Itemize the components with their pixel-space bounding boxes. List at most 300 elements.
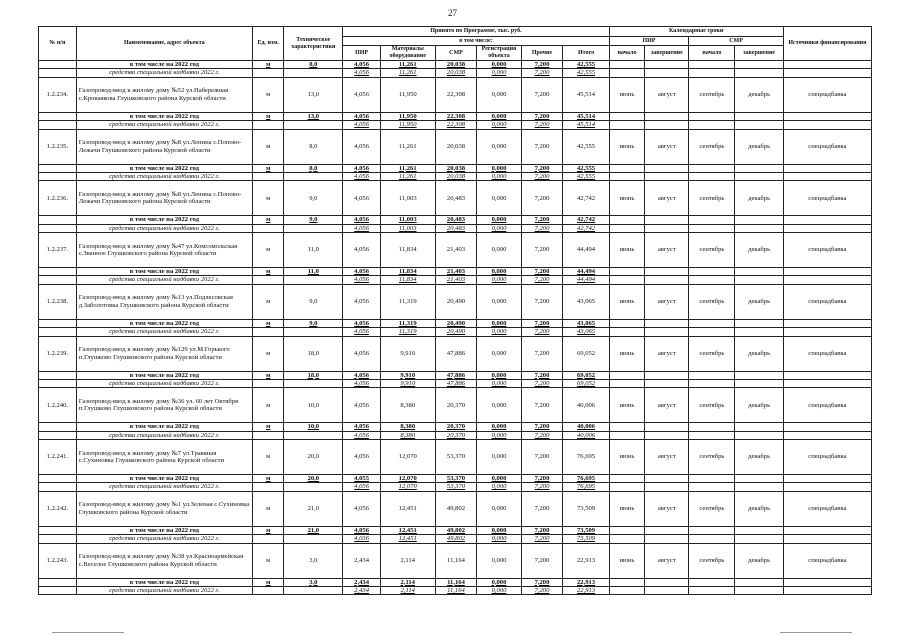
- registration-amount: 0,000: [477, 164, 521, 172]
- unit: м: [253, 61, 284, 69]
- unit: м: [253, 388, 284, 423]
- pir-amount: 4,056: [343, 483, 381, 491]
- tech-value: 9,0: [284, 181, 343, 216]
- smr-amount: 20,370: [435, 431, 477, 439]
- row-number: [39, 535, 77, 543]
- year-total-row: [39, 526, 872, 534]
- pir-start: [609, 164, 645, 172]
- pir-amount: 4,056: [343, 69, 381, 77]
- pir-start: [609, 578, 645, 586]
- pir-start: [609, 121, 645, 129]
- pir-end: [645, 276, 689, 284]
- special-funds-row: [39, 483, 872, 491]
- total-amount: 22,913: [563, 543, 609, 578]
- object-row: [39, 491, 872, 526]
- page-number: 27: [448, 8, 457, 18]
- object-name: средства специальной надбавки 2022 г.: [76, 224, 252, 232]
- smr-amount: 20,483: [435, 216, 477, 224]
- tech-value: 9,0: [284, 284, 343, 319]
- pir-amount: 2,434: [343, 586, 381, 594]
- materials-amount: 11,319: [380, 328, 435, 336]
- pir-amount: 4,056: [343, 526, 381, 534]
- smr-amount: 20,038: [435, 129, 477, 164]
- smr-end: декабрь: [735, 233, 783, 268]
- total-amount: 42,555: [563, 164, 609, 172]
- smr-start: сентябрь: [689, 388, 735, 423]
- smr-end: [735, 423, 783, 431]
- registration-amount: 0,000: [477, 69, 521, 77]
- year-total-row: [39, 164, 872, 172]
- tech-value: [284, 224, 343, 232]
- pir-end: август: [645, 77, 689, 112]
- materials-amount: 11,003: [380, 216, 435, 224]
- smr-amount: 53,370: [435, 475, 477, 483]
- pir-start: [609, 526, 645, 534]
- funding-source: [783, 328, 871, 336]
- pir-amount: 4,056: [343, 181, 381, 216]
- pir-start: [609, 61, 645, 69]
- other-amount: 7,200: [521, 164, 563, 172]
- row-number: [39, 431, 77, 439]
- total-amount: 42,555: [563, 61, 609, 69]
- row-number: [39, 276, 77, 284]
- smr-start: [689, 61, 735, 69]
- registration-amount: 0,000: [477, 431, 521, 439]
- materials-amount: 11,834: [380, 233, 435, 268]
- object-name: Газопровод-ввод к жилому дому №36 ул. 60 лет Октября п.Глушково Глушковского района Курской области: [76, 388, 252, 423]
- unit: м: [253, 216, 284, 224]
- tech-value: [284, 431, 343, 439]
- smr-start: [689, 276, 735, 284]
- funding-source: спецнадбавка: [783, 543, 871, 578]
- header-total: Итого: [563, 46, 609, 61]
- year-total-row: [39, 268, 872, 276]
- smr-amount: 53,370: [435, 440, 477, 475]
- object-name: Газопровод-ввод к жилому дому №7 ул.Травяная с.Сухиновка Глушковского района Курской области: [76, 440, 252, 475]
- row-number: [39, 328, 77, 336]
- pir-amount: 4,056: [343, 336, 381, 371]
- pir-end: [645, 423, 689, 431]
- smr-start: [689, 371, 735, 379]
- smr-amount: 49,802: [435, 526, 477, 534]
- funding-source: спецнадбавка: [783, 440, 871, 475]
- object-name: Газопровод-ввод к жилому дому №38 ул.Красноармейская с.Веселое Глушковского района Курской области: [76, 543, 252, 578]
- header-materials: Материалы оборудование: [380, 46, 435, 61]
- pir-end: [645, 112, 689, 120]
- funding-source: спецнадбавка: [783, 491, 871, 526]
- materials-amount: 2,114: [380, 578, 435, 586]
- special-funds-row: [39, 69, 872, 77]
- smr-amount: 22,308: [435, 77, 477, 112]
- smr-start: [689, 431, 735, 439]
- unit: м: [253, 491, 284, 526]
- object-name: Газопровод-ввод к жилому дому №1 ул.Зеленая с.Сухиновка Глушковского района Курской области: [76, 491, 252, 526]
- smr-end: [735, 483, 783, 491]
- pir-end: [645, 69, 689, 77]
- pir-start: [609, 379, 645, 387]
- row-number: 1.2.237.: [39, 233, 77, 268]
- registration-amount: 0,000: [477, 379, 521, 387]
- funding-source: спецнадбавка: [783, 388, 871, 423]
- materials-amount: 12,451: [380, 491, 435, 526]
- unit: [253, 121, 284, 129]
- tech-value: 21,0: [284, 491, 343, 526]
- pir-amount: 4,056: [343, 319, 381, 327]
- pir-amount: 4,055: [343, 475, 381, 483]
- header-cal-smr: СМР: [689, 37, 783, 46]
- row-number: [39, 526, 77, 534]
- unit: м: [253, 112, 284, 120]
- other-amount: 7,200: [521, 431, 563, 439]
- pir-end: август: [645, 284, 689, 319]
- object-row: [39, 388, 872, 423]
- registration-amount: 0,000: [477, 388, 521, 423]
- funding-source: [783, 371, 871, 379]
- smr-end: [735, 61, 783, 69]
- row-number: 1.2.241.: [39, 440, 77, 475]
- pir-start: [609, 112, 645, 120]
- funding-source: спецнадбавка: [783, 181, 871, 216]
- pir-start: [609, 431, 645, 439]
- materials-amount: 12,070: [380, 440, 435, 475]
- special-funds-row: [39, 276, 872, 284]
- smr-start: [689, 586, 735, 594]
- header-smr-start: начало: [689, 46, 735, 61]
- pir-amount: 4,056: [343, 371, 381, 379]
- smr-start: [689, 578, 735, 586]
- total-amount: 76,695: [563, 475, 609, 483]
- pir-amount: 4,056: [343, 388, 381, 423]
- registration-amount: 0,000: [477, 578, 521, 586]
- smr-start: сентябрь: [689, 181, 735, 216]
- smr-end: [735, 276, 783, 284]
- row-number: 1.2.234.: [39, 77, 77, 112]
- smr-end: [735, 578, 783, 586]
- row-number: [39, 61, 77, 69]
- tech-value: 11,0: [284, 233, 343, 268]
- header-registration: Регистрация объекта: [477, 46, 521, 61]
- unit: [253, 431, 284, 439]
- pir-start: июнь: [609, 181, 645, 216]
- smr-amount: 47,886: [435, 371, 477, 379]
- other-amount: 7,200: [521, 77, 563, 112]
- pir-amount: 4,056: [343, 77, 381, 112]
- funding-source: [783, 164, 871, 172]
- other-amount: 7,200: [521, 276, 563, 284]
- unit: м: [253, 578, 284, 586]
- unit: м: [253, 543, 284, 578]
- pir-end: [645, 526, 689, 534]
- pir-end: август: [645, 440, 689, 475]
- smr-start: сентябрь: [689, 440, 735, 475]
- pir-end: [645, 328, 689, 336]
- funding-source: спецнадбавка: [783, 77, 871, 112]
- row-number: 1.2.236.: [39, 181, 77, 216]
- funding-source: [783, 526, 871, 534]
- object-name: средства специальной надбавки 2022 г.: [76, 276, 252, 284]
- pir-amount: 4,056: [343, 129, 381, 164]
- other-amount: 7,200: [521, 328, 563, 336]
- other-amount: 7,200: [521, 379, 563, 387]
- pir-start: [609, 371, 645, 379]
- row-number: [39, 121, 77, 129]
- pir-amount: 4,056: [343, 112, 381, 120]
- smr-start: сентябрь: [689, 233, 735, 268]
- smr-amount: 11,164: [435, 578, 477, 586]
- smr-end: декабрь: [735, 284, 783, 319]
- funding-source: [783, 172, 871, 180]
- year-total-row: [39, 423, 872, 431]
- smr-amount: 47,886: [435, 379, 477, 387]
- unit: [253, 69, 284, 77]
- smr-start: сентябрь: [689, 77, 735, 112]
- special-funds-row: [39, 121, 872, 129]
- unit: м: [253, 77, 284, 112]
- smr-end: [735, 112, 783, 120]
- funding-source: [783, 586, 871, 594]
- total-amount: 42,742: [563, 181, 609, 216]
- year-total-row: [39, 475, 872, 483]
- other-amount: 7,200: [521, 319, 563, 327]
- registration-amount: 0,000: [477, 172, 521, 180]
- smr-end: [735, 431, 783, 439]
- header-cal-pir: ПИР: [609, 37, 689, 46]
- materials-amount: 12,070: [380, 475, 435, 483]
- materials-amount: 11,834: [380, 276, 435, 284]
- tech-value: 11,0: [284, 268, 343, 276]
- header-pir-end: завершение: [645, 46, 689, 61]
- smr-end: декабрь: [735, 336, 783, 371]
- smr-start: [689, 328, 735, 336]
- smr-start: [689, 379, 735, 387]
- row-number: 1.2.243.: [39, 543, 77, 578]
- registration-amount: 0,000: [477, 371, 521, 379]
- smr-amount: 20,483: [435, 224, 477, 232]
- smr-end: [735, 328, 783, 336]
- total-amount: 76,695: [563, 483, 609, 491]
- footer-rule-right: [780, 632, 852, 633]
- pir-start: [609, 216, 645, 224]
- year-total-row: [39, 61, 872, 69]
- pir-amount: 4,056: [343, 61, 381, 69]
- total-amount: 40,006: [563, 423, 609, 431]
- materials-amount: 11,319: [380, 319, 435, 327]
- header-incl: в том числе:: [343, 37, 609, 46]
- tech-value: [284, 586, 343, 594]
- materials-amount: 9,910: [380, 336, 435, 371]
- funding-source: спецнадбавка: [783, 336, 871, 371]
- other-amount: 7,200: [521, 172, 563, 180]
- pir-end: август: [645, 388, 689, 423]
- header-sources: Источники финансирования: [783, 27, 871, 61]
- smr-start: [689, 319, 735, 327]
- smr-amount: 20,038: [435, 164, 477, 172]
- row-number: [39, 268, 77, 276]
- unit: м: [253, 164, 284, 172]
- total-amount: 45,514: [563, 112, 609, 120]
- object-name: в том числе на 2022 год: [76, 112, 252, 120]
- pir-start: июнь: [609, 440, 645, 475]
- total-amount: 73,509: [563, 491, 609, 526]
- total-amount: 76,695: [563, 440, 609, 475]
- tech-value: [284, 535, 343, 543]
- pir-amount: 4,056: [343, 431, 381, 439]
- total-amount: 43,065: [563, 328, 609, 336]
- funding-source: [783, 61, 871, 69]
- total-amount: 69,052: [563, 336, 609, 371]
- object-name: в том числе на 2022 год: [76, 423, 252, 431]
- row-number: [39, 216, 77, 224]
- materials-amount: 11,261: [380, 164, 435, 172]
- pir-start: июнь: [609, 543, 645, 578]
- other-amount: 7,200: [521, 371, 563, 379]
- tech-value: [284, 121, 343, 129]
- object-name: Газопровод-ввод к жилому дому №8 ул.Ленина с.Попово-Лежачи Глушковского района Курской области: [76, 129, 252, 164]
- smr-amount: 20,490: [435, 328, 477, 336]
- registration-amount: 0,000: [477, 336, 521, 371]
- materials-amount: 8,380: [380, 388, 435, 423]
- smr-start: [689, 164, 735, 172]
- pir-start: июнь: [609, 77, 645, 112]
- unit: м: [253, 336, 284, 371]
- unit: [253, 535, 284, 543]
- tech-value: 13,0: [284, 112, 343, 120]
- total-amount: 40,006: [563, 431, 609, 439]
- total-amount: 42,555: [563, 172, 609, 180]
- smr-start: [689, 112, 735, 120]
- header-unit: Ед. изм.: [253, 27, 284, 61]
- smr-amount: 20,370: [435, 423, 477, 431]
- registration-amount: 0,000: [477, 268, 521, 276]
- object-row: [39, 77, 872, 112]
- row-number: [39, 164, 77, 172]
- registration-amount: 0,000: [477, 181, 521, 216]
- registration-amount: 0,000: [477, 586, 521, 594]
- header-smr-end: завершение: [735, 46, 783, 61]
- header-smr: СМР: [435, 46, 477, 61]
- tech-value: 3,0: [284, 578, 343, 586]
- registration-amount: 0,000: [477, 491, 521, 526]
- pir-start: июнь: [609, 233, 645, 268]
- pir-end: август: [645, 129, 689, 164]
- registration-amount: 0,000: [477, 276, 521, 284]
- row-number: 1.2.240.: [39, 388, 77, 423]
- materials-amount: 12,451: [380, 526, 435, 534]
- materials-amount: 12,070: [380, 483, 435, 491]
- tech-value: 20,0: [284, 440, 343, 475]
- tech-value: [284, 328, 343, 336]
- registration-amount: 0,000: [477, 112, 521, 120]
- smr-start: [689, 423, 735, 431]
- registration-amount: 0,000: [477, 319, 521, 327]
- special-funds-row: [39, 224, 872, 232]
- other-amount: 7,200: [521, 388, 563, 423]
- smr-amount: 21,403: [435, 233, 477, 268]
- object-name: Газопровод-ввод к жилому дому №129 ул.М.Горького п.Глушково Глушковского района Курской области: [76, 336, 252, 371]
- smr-amount: 20,370: [435, 388, 477, 423]
- materials-amount: 11,950: [380, 77, 435, 112]
- smr-start: [689, 475, 735, 483]
- funding-source: [783, 379, 871, 387]
- object-name: в том числе на 2022 год: [76, 164, 252, 172]
- smr-start: [689, 535, 735, 543]
- smr-end: [735, 379, 783, 387]
- smr-start: сентябрь: [689, 543, 735, 578]
- tech-value: [284, 379, 343, 387]
- smr-amount: 49,802: [435, 535, 477, 543]
- table-body: [39, 61, 872, 595]
- smr-start: сентябрь: [689, 129, 735, 164]
- smr-start: [689, 268, 735, 276]
- funding-source: [783, 535, 871, 543]
- unit: м: [253, 371, 284, 379]
- unit: м: [253, 526, 284, 534]
- unit: м: [253, 233, 284, 268]
- pir-start: [609, 328, 645, 336]
- special-funds-row: [39, 379, 872, 387]
- tech-value: 10,0: [284, 423, 343, 431]
- materials-amount: 8,380: [380, 423, 435, 431]
- materials-amount: 11,261: [380, 61, 435, 69]
- year-total-row: [39, 319, 872, 327]
- materials-amount: 11,003: [380, 181, 435, 216]
- unit: м: [253, 440, 284, 475]
- pir-end: [645, 578, 689, 586]
- smr-amount: 20,483: [435, 181, 477, 216]
- smr-amount: 21,403: [435, 276, 477, 284]
- smr-end: [735, 69, 783, 77]
- other-amount: 7,200: [521, 181, 563, 216]
- smr-end: [735, 224, 783, 232]
- tech-value: [284, 276, 343, 284]
- pir-start: [609, 69, 645, 77]
- registration-amount: 0,000: [477, 284, 521, 319]
- row-number: [39, 371, 77, 379]
- tech-value: 18,0: [284, 371, 343, 379]
- total-amount: 44,494: [563, 276, 609, 284]
- pir-end: август: [645, 491, 689, 526]
- year-total-row: [39, 578, 872, 586]
- pir-amount: 4,056: [343, 224, 381, 232]
- row-number: [39, 379, 77, 387]
- row-number: 1.2.242.: [39, 491, 77, 526]
- unit: [253, 276, 284, 284]
- object-row: [39, 336, 872, 371]
- other-amount: 7,200: [521, 440, 563, 475]
- unit: м: [253, 268, 284, 276]
- year-total-row: [39, 112, 872, 120]
- unit: м: [253, 423, 284, 431]
- pir-amount: 4,056: [343, 276, 381, 284]
- pir-start: [609, 475, 645, 483]
- pir-end: [645, 379, 689, 387]
- total-amount: 73,509: [563, 535, 609, 543]
- smr-amount: 21,403: [435, 268, 477, 276]
- smr-amount: 22,308: [435, 121, 477, 129]
- header-tech: Техническое характеристики: [284, 27, 343, 61]
- tech-value: 3,0: [284, 543, 343, 578]
- object-name: средства специальной надбавки 2022 г.: [76, 379, 252, 387]
- object-name: средства специальной надбавки 2022 г.: [76, 431, 252, 439]
- registration-amount: 0,000: [477, 423, 521, 431]
- unit: [253, 172, 284, 180]
- smr-amount: 49,802: [435, 491, 477, 526]
- other-amount: 7,200: [521, 475, 563, 483]
- funding-source: спецнадбавка: [783, 233, 871, 268]
- registration-amount: 0,000: [477, 129, 521, 164]
- smr-end: декабрь: [735, 129, 783, 164]
- pir-end: [645, 216, 689, 224]
